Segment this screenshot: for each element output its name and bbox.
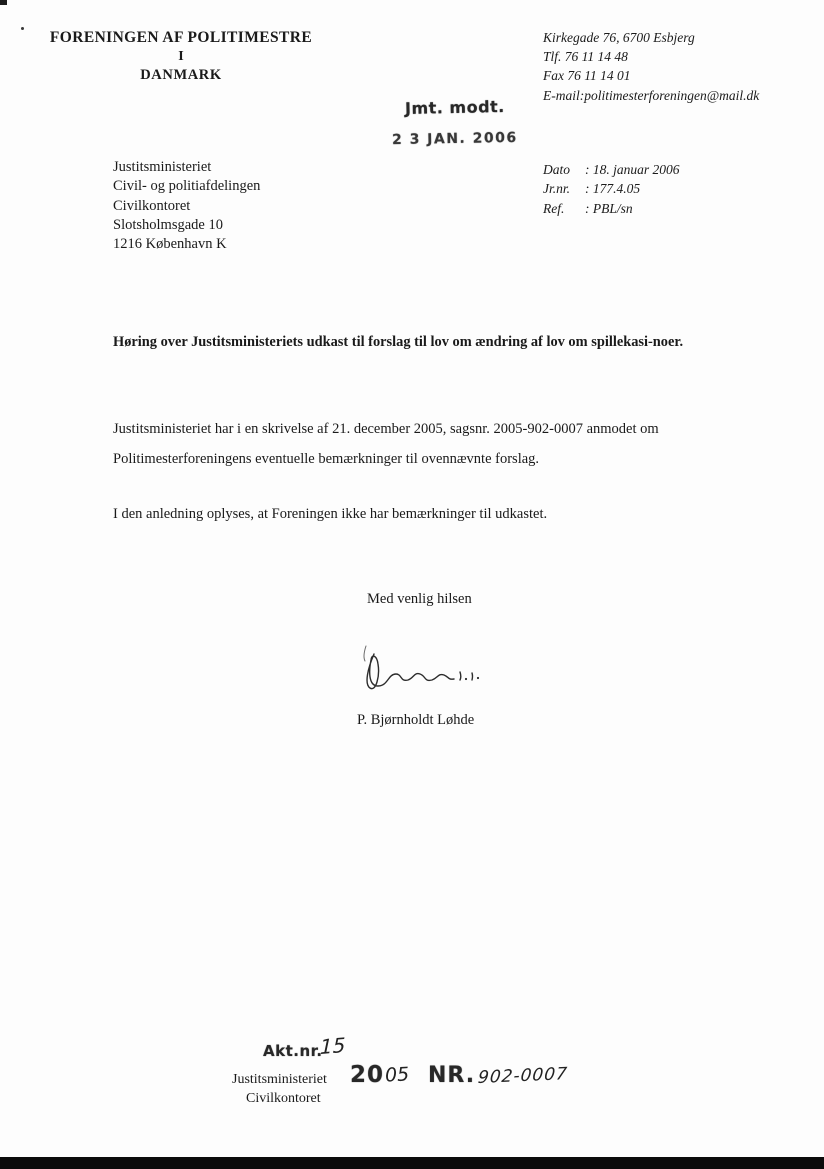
body-paragraph-2: I den anledning oplyses, at Foreningen ikke har bemærkninger til udkastet.	[113, 506, 548, 522]
recipient-line: 1216 København K	[113, 236, 227, 253]
contact-phone: Tlf. 76 11 14 48	[543, 49, 628, 65]
recipient-line: Slotsholmsgade 10	[113, 216, 223, 233]
filing-year	[350, 1063, 409, 1087]
meta-ref-label: Ref.	[543, 200, 565, 216]
filing-akt-label: Akt.nr.	[263, 1042, 323, 1060]
meta-row-date	[543, 160, 680, 179]
filing-office: Civilkontoret	[246, 1091, 321, 1106]
scan-artifact-dot	[21, 27, 24, 30]
signature-drawing	[344, 640, 509, 702]
meta-row-jrnr	[543, 179, 680, 198]
closing-salutation: Med venlig hilsen	[367, 591, 472, 607]
filing-ministry: Justitsministeriet	[232, 1072, 327, 1087]
letterhead-org	[42, 28, 320, 85]
filing-year-handwritten: 05	[384, 1063, 410, 1087]
meta-jrnr-value: : 177.4.05	[585, 181, 641, 197]
filing-year-stamped: 20	[350, 1062, 385, 1088]
recipient-address	[113, 158, 260, 254]
org-name-line3: DANMARK	[140, 67, 222, 83]
received-stamp-text: Jmt. modt.	[404, 96, 505, 119]
letter-meta	[543, 160, 680, 218]
scan-artifact-corner	[0, 0, 7, 5]
recipient-line: Justitsministeriet	[113, 159, 212, 175]
contact-email: E-mail:politimesterforeningen@mail.dk	[543, 87, 760, 103]
meta-jrnr-label: Jr.nr.	[543, 181, 571, 197]
org-name-line2: I	[178, 49, 184, 64]
recipient-line: Civilkontoret	[113, 197, 191, 214]
org-name-line1: FORENINGEN AF POLITIMESTRE	[49, 29, 313, 46]
body-paragraph-1: Justitsministeriet har i en skrivelse af 21. december 2005, sagsnr. 2005-902-0007 anmodet om Politimesterforeningens eventuelle bemærkninger til ovennævnte forslag.	[113, 421, 659, 467]
subject-heading: Høring over Justitsministeriets udkast til forslag til lov om ændring af lov om spillekasi-noer.	[113, 334, 684, 350]
meta-row-ref	[543, 199, 680, 218]
meta-date-label: Dato	[543, 162, 570, 177]
filing-nr-label: NR.	[428, 1063, 476, 1088]
letterhead-contact	[543, 28, 803, 105]
meta-ref-value: : PBL/sn	[585, 200, 633, 216]
filing-akt-value-handwritten: 15	[319, 1032, 346, 1060]
recipient-line: Civil- og politiafdelingen	[113, 178, 261, 195]
filing-nr-value-handwritten: 902-0007	[477, 1063, 569, 1089]
meta-date-value: : 18. januar 2006	[585, 162, 680, 177]
received-stamp-date: 2 3 JAN. 2006	[391, 129, 518, 149]
scan-artifact-bottom-bar	[0, 1157, 824, 1169]
handwritten-signature	[344, 640, 509, 702]
contact-address: Kirkegade 76, 6700 Esbjerg	[543, 30, 695, 45]
signer-name: P. Bjørnholdt Løhde	[357, 712, 475, 728]
contact-fax: Fax 76 11 14 01	[543, 68, 631, 84]
